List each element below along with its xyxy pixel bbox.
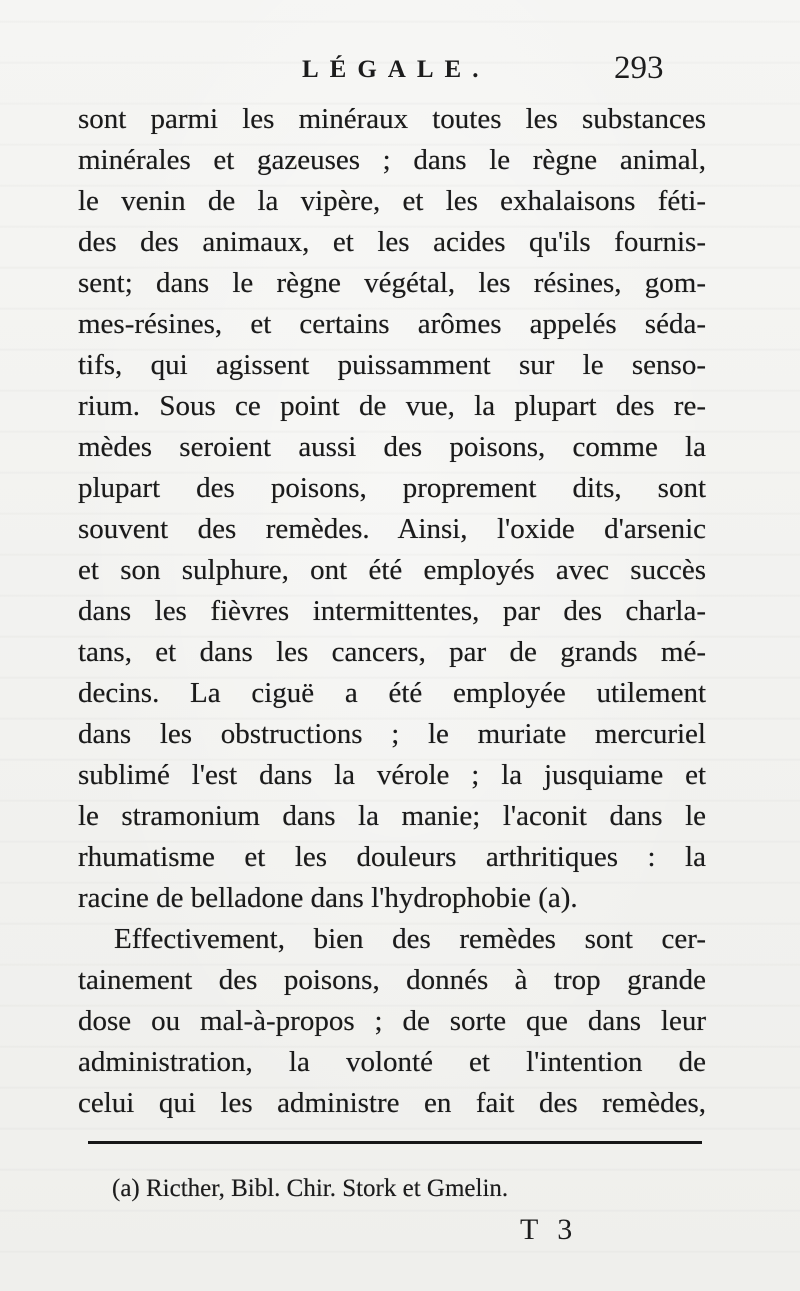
text-line: dans les fièvres intermittentes, par des charla- <box>78 595 706 627</box>
text-line: decins. La ciguë a été employée utilement <box>78 677 706 709</box>
text-line: minérales et gazeuses ; dans le règne animal, <box>78 144 706 176</box>
page-header <box>0 50 800 98</box>
body-text <box>78 99 706 1124</box>
text-line: souvent des remèdes. Ainsi, l'oxide d'arsenic <box>78 513 706 545</box>
text-line: dans les obstructions ; le muriate mercuriel <box>78 718 706 750</box>
text-line: tifs, qui agissent puissamment sur le senso- <box>78 349 706 381</box>
page-number: 293 <box>614 50 664 86</box>
text-line: plupart des poisons, proprement dits, sont <box>78 472 706 504</box>
text-line: mes-résines, et certains arômes appelés séda- <box>78 308 706 340</box>
paragraph-start-line: Effectivement, bien des remèdes sont cer- <box>114 923 706 955</box>
text-line: le stramonium dans la manie; l'aconit dans le <box>78 800 706 832</box>
text-line: tans, et dans les cancers, par de grands mé- <box>78 636 706 668</box>
text-line: administration, la volonté et l'intention de <box>78 1046 706 1078</box>
text-line: rium. Sous ce point de vue, la plupart des re- <box>78 390 706 422</box>
footnote: (a) Ricther, Bibl. Chir. Stork et Gmelin. <box>112 1175 509 1202</box>
text-line: sent; dans le règne végétal, les résines, gom- <box>78 267 706 299</box>
text-line: tainement des poisons, donnés à trop grande <box>78 964 706 996</box>
text-line: dose ou mal-à-propos ; de sorte que dans leur <box>78 1005 706 1037</box>
text-line: celui qui les administre en fait des remèdes, <box>78 1087 706 1119</box>
text-line: sont parmi les minéraux toutes les substances <box>78 103 706 135</box>
footnote-divider <box>88 1141 702 1144</box>
text-line: des des animaux, et les acides qu'ils fournis- <box>78 226 706 258</box>
text-line: mèdes seroient aussi des poisons, comme la <box>78 431 706 463</box>
running-head: LÉGALE. <box>302 56 490 83</box>
text-line: sublimé l'est dans la vérole ; la jusquiame et <box>78 759 706 791</box>
text-line: et son sulphure, ont été employés avec succès <box>78 554 706 586</box>
text-line: rhumatisme et les douleurs arthritiques : la <box>78 841 706 873</box>
paragraph-end-line: racine de belladone dans l'hydrophobie (a). <box>78 882 578 914</box>
text-line: le venin de la vipère, et les exhalaisons féti- <box>78 185 706 217</box>
signature-mark: T 3 <box>520 1213 579 1246</box>
